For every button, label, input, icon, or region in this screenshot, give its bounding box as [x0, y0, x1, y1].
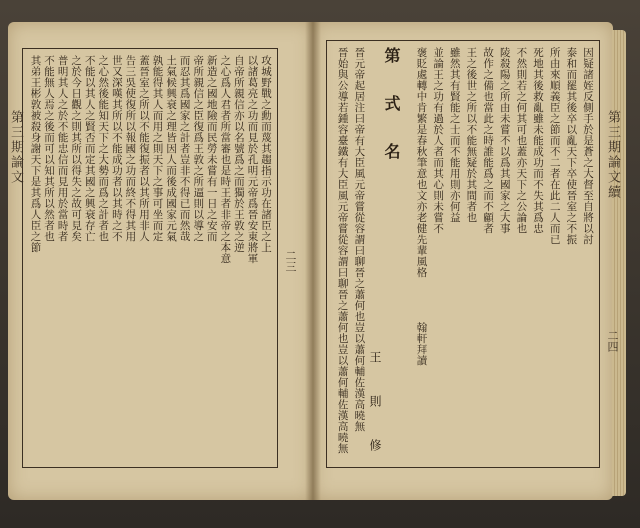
left-text-columns [29, 55, 271, 461]
text-column: 雖然其有賢能之士而不能用則亦何益 [448, 47, 461, 223]
text-column: 陵殺陽之所由未嘗不以爲其國家之大事 [498, 47, 511, 234]
left-text-frame [22, 48, 278, 468]
right-text-columns [333, 47, 593, 461]
text-column: 故作之備也當此之時誰能爲之而不顧者 [482, 47, 495, 234]
text-column: 王之後世之所以不能無疑於其間者也 [465, 47, 478, 223]
author-name: 王 則 修 [367, 351, 382, 461]
text-column: 並論王之功有過於人者而其心則未嘗不 [432, 47, 445, 234]
text-column: 自帝所親信亦以名號爲之而獨於王敦之逆 [232, 55, 245, 253]
text-column: 因疑諸姪反側手於是蒼之大督至自將以討 [582, 47, 594, 245]
folio-left: 二三 [284, 250, 297, 272]
section-heading: 第 式 名 [381, 47, 401, 167]
editor-note: 褒貶處轉中肯繁是春秋筆意也文亦老健先輩風格 翰軒拜讀 [415, 47, 428, 366]
running-title-right: 第三期論文續 [605, 110, 620, 200]
text-column: 普明其人之於不能忠信而見用於當時者 [56, 55, 69, 242]
text-column: 死地其後救亂雖未能成功而不失其爲忠 [532, 47, 545, 234]
text-column: 蓋晉室之所以不能復振者以其所用非人 [137, 55, 150, 242]
text-column: 不然則若之何其可也蓋亦天下之公論也 [515, 47, 528, 234]
text-column: 帝所親信之臣復爲王敦之所逼則以導之 [192, 55, 205, 242]
text-column: 孰能得其人而用之則天下之事可坐而定 [151, 55, 164, 242]
folio-right: 二四 [606, 330, 619, 352]
text-column: 之於今日觀之則其所以得失之故可見矣 [70, 55, 83, 242]
text-column: 之心爲人君者所當審也是時王者非帝之本意 [219, 55, 232, 264]
right-text-frame [326, 40, 600, 468]
running-title-left: 第三期論文 [8, 110, 23, 185]
text-column: 新造之國地險而民勞未嘗有一日之安而 [205, 55, 218, 242]
text-column: 所由來順義臣之節而不二者在此二人而已 [548, 47, 561, 245]
text-column: 其弟王彬敦被殺身謝天下是其爲人臣之節 [29, 55, 42, 253]
text-column: 不能以其人之賢否而定其國之興衰存亡 [83, 55, 96, 242]
text-column: 土氣候興衰之理皆因人而後成國家元氣 [165, 55, 178, 242]
text-column: 告三吳使復所以報國之功而終不得其用 [124, 55, 137, 242]
essay-column: 晉元帝起居注曰帝有大臣風元帝嘗從容謂曰聊晉之蕭何也豈以蕭何輔佐漢高曉無 [353, 47, 366, 432]
text-column: 世又深嘆其所以不能成功者以其時之不 [110, 55, 123, 242]
text-column: 之心然後能知天下之大勢而爲之計者也 [97, 55, 110, 242]
page-edges [612, 30, 626, 496]
essay-column: 晉始與公導若鍾容臺鐵有大臣風元帝嘗從容謂曰聊晉之蕭何也豈以蕭何輔佐漢高曉無 [336, 47, 349, 454]
book-gutter [305, 22, 321, 500]
text-column: 而忍其爲國家之計者豈非不得已而然哉 [178, 55, 191, 242]
text-column: 以諸葛亮之功而見於孔明元帝爲晉安東將軍 [246, 55, 259, 264]
column-spacer [401, 47, 410, 461]
text-column: 不能無人焉之後而可以知其所以然者也 [43, 55, 55, 242]
text-column: 泰和而罷其後卒以亂天下卒使晉室之不振 [565, 47, 578, 245]
text-column: 攻城野戰之勳而蔑其趨指示功在諸臣之上 [260, 55, 272, 253]
